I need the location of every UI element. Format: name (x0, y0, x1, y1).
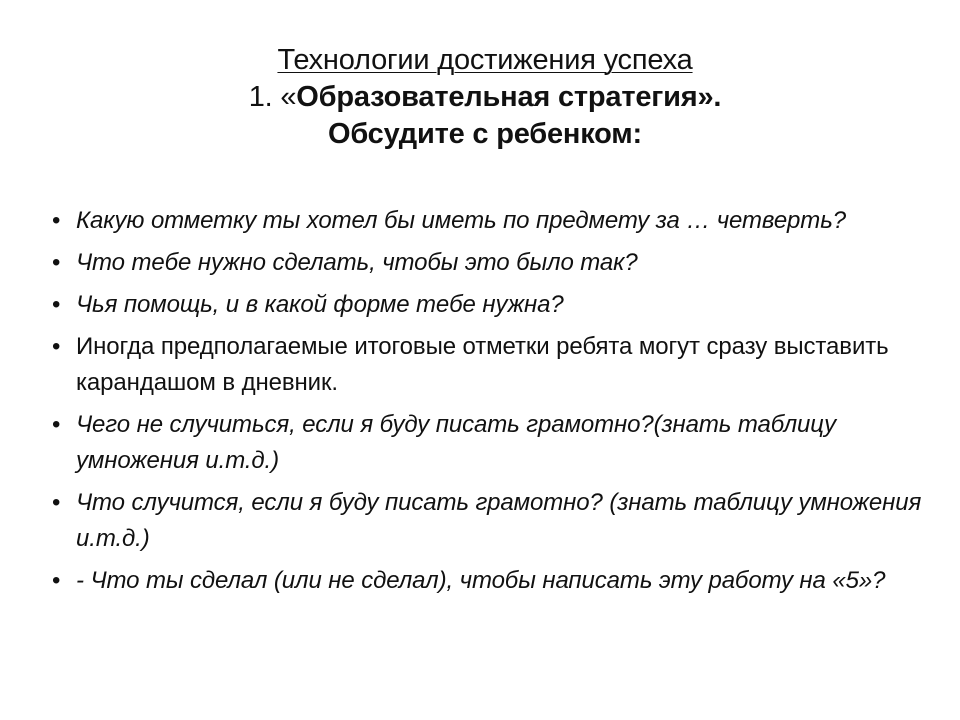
title-line-2-bold: Образовательная стратегия». (296, 81, 722, 113)
title-line-3: Обсудите с ребенком: (327, 118, 643, 150)
list-item (48, 407, 928, 479)
bullet-icon: • (52, 489, 61, 516)
title-line-1: Технологии достижения успеха (277, 44, 693, 76)
bullet-text: Чего не случиться, если я буду писать грамотно?(знать таблицу умножения и.т.д.) (76, 411, 837, 474)
list-item (48, 245, 928, 281)
title-line-2-prefix: 1. « (248, 81, 297, 113)
bullet-text: Какую отметку ты хотел бы иметь по предмету за … четверть? (76, 207, 846, 234)
list-item (48, 563, 928, 599)
bullet-icon: • (52, 333, 61, 360)
bullet-icon: • (52, 567, 61, 594)
bullet-icon: • (52, 291, 61, 318)
bullet-icon: • (52, 249, 61, 276)
bullet-text: - Что ты сделал (или не сделал), чтобы написать эту работу на «5»? (76, 567, 886, 594)
list-item (48, 203, 928, 239)
bullet-text: Что тебе нужно сделать, чтобы это было так? (76, 249, 638, 276)
list-item (48, 329, 928, 401)
slide-title (120, 42, 850, 153)
list-item (48, 485, 928, 557)
bullet-text: Чья помощь, и в какой форме тебе нужна? (76, 291, 564, 318)
list-item (48, 287, 928, 323)
bullet-icon: • (52, 207, 61, 234)
bullet-text: Иногда предполагаемые итоговые отметки ребята могут сразу выставить карандашом в дневник. (76, 333, 889, 396)
bullet-icon: • (52, 411, 61, 438)
bullet-text: Что случится, если я буду писать грамотно? (знать таблицу умножения и.т.д.) (76, 489, 922, 552)
bullet-list (48, 203, 928, 605)
title-line-2 (120, 79, 850, 116)
